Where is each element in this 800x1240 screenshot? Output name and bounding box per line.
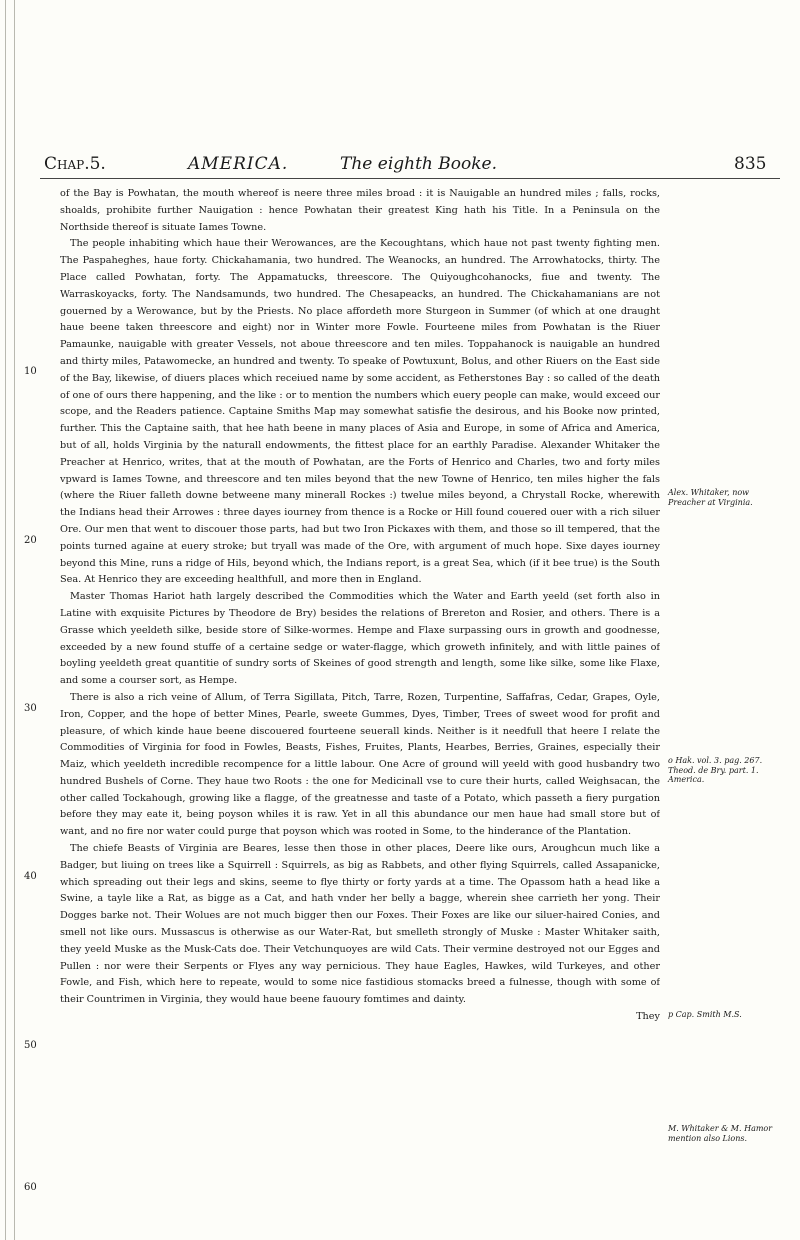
paragraph: There is also a rich veine of Allum, of Terra Sigillata, Pitch, Tarre, Rozen, Turpentine, Saffafras, Cedar, Grapes, Oyle, Iron, Copper, and the hope of better Mines, Pearle, sweete Gummes, Dyes, Timber, Trees of sweet wood for profit and pleasure, of which kinde haue beene discouered fourteene seuerall kinds. Neither is it needfull that heere I relate the Commodities of Virginia for food in Fowles, Beasts, Fishes, Fruites, Plants, Hearbes, Berries, Graines, especially their Maiz, which yeeldeth incredible recompence for a little labour. One Acre of ground will yeeld with good husbandry two hundred Bushels of Corne. They haue two Roots : the one for Medicinall vse to cure their hurts, called Weighsacan, the other called Tockahough, growing like a flagge, of the greatnesse and taste of a Potato, which passeth a fiery purgation before they may eate it, being poyson whiles it is raw. Yet in all this abundance our men haue had small store but of want, and no fire nor water could purge that poyson which was rooted in Some, to the hinderance of the Plantation. [60,691,660,838]
line-number: 20 [24,535,37,546]
running-header [40,150,780,179]
body-text [60,186,660,1226]
page-edge-line [5,0,6,1240]
header-chapter: Chap.5. [44,154,106,174]
header-title: AMERICA. [188,154,289,174]
marginal-note: p Cap. Smith M.S. [668,1010,742,1019]
marginal-note: o Hak. vol. 3. pag. 267. Theod. de Bry. part. 1. America. [668,756,763,784]
line-number: 30 [24,703,37,714]
line-number: 10 [24,366,37,377]
paragraph: of the Bay is Powhatan, the mouth whereof is neere three miles broad : it is Nauigable an hundred miles ; falls, rocks, shoalds, prohibite further Nauigation : hence Powhatan their greatest King hath his Title. In a Peninsula on the Northside thereof is situate Iames Towne. [60,188,660,233]
line-number: 40 [24,871,37,882]
paragraph: The people inhabiting which haue their Werowances, are the Kecoughtans, which haue not past twenty fighting men. The Paspaheghes, haue forty. Chickahamania, two hundred. The Weanocks, an hundred. The Arrowhatocks, thirty. The Place called Powhatan, forty. The Appamatucks, threescore. The Quiyoughcohanocks, fiue and twenty. The Warraskoyacks, forty. The Nandsamunds, two hundred. The Chesapeacks, an hundred. The Chickahamanians are not gouerned by a Werowance, but by the Priests. No place affordeth more Sturgeon in Summer (of which at one draught haue beene taken threescore and eight) nor in Winter more Fowle. Fourteene miles from Powhatan is the Riuer Pamaunke, nauigable with greater Vessels, not aboue threescore and ten miles. Toppahanock is nauigable an hundred and thirty miles, Patawomecke, an hundred and twenty. To speake of Powtuxunt, Bolus, and other Riuers on the East side of the Bay, likewise, of diuers places which receiued name by some accident, as Fetherstones Bay : so called of the death of one of ours there happening, and the like : or to mention the numbers which euery people can make, would exceed our scope, and the Readers patience. Captaine Smiths Map may somewhat satisfie the desirous, and his Booke now printed, further. This the Captaine saith, that hee hath beene in many places of Asia and Europe, in some of Africa and America, but of all, holds Virginia by the naturall endowments, the fittest place for an earthly Paradise. Alexander Whitaker the Preacher at Henrico, writes, that at the mouth of Powhatan, are the Forts of Henrico and Charles, two and forty miles vpward is Iames Towne, and threescore and ten miles beyond that the new Towne of Henrico, ten miles higher the fals (where the Riuer falleth downe betweene many minerall Rockes :) twelue miles beyond, a Chrystall Rocke, wherewith the Indians head their Arrowes : three dayes iourney from thence is a Rocke or Hill found couered ouer with a rich siluer Ore. Our men that went to discouer those parts, had but two Iron Pickaxes with them, and those so ill tempered, that the points turned againe at euery stroke; but tryall was made of the Ore, with argument of much hope. Sixe dayes iourney beyond this Mine, runs a ridge of Hils, beyond which, the Indians report, is a great Sea, which (if it bee true) is the South Sea. At Henrico they are exceeding healthfull, and more then in England. [60,238,660,586]
line-number: 50 [24,1040,37,1051]
header-book: The eighth Booke. [340,154,497,174]
paragraph: The chiefe Beasts of Virginia are Beares, lesse then those in other places, Deere like ours, Aroughcun much like a Badger, but liuing on trees like a Squirrell : Squirrels, as big as Rabbets, and other flying Squirrels, called Assapanicke, which spreading out their legs and skins, seeme to flye thirty or forty yards at a time. The Opassom hath a head like a Swine, a tayle like a Rat, as bigge as a Cat, and hath vnder her belly a bagge, wherein shee carrieth her yong. Their Dogges barke not. Their Wolues are not much bigger then our Foxes. Their Foxes are like our siluer-haired Conies, and smell not like ours. Mussascus is otherwise as our Water-Rat, but smelleth strongly of Muske : Master Whitaker saith, they yeeld Muske as the Musk-Cats doe. Their Vetchunquoyes are wild Cats. Their vermine destroyed not our Egges and Pullen : nor were their Serpents or Flyes any way pernicious. They haue Eagles, Hawkes, wild Turkeyes, and other Fowle, and Fish, which here to repeate, would to some nice fastidious stomacks breed a fulnesse, though with some of their Countrimen in Virginia, they would haue beene fauoury fomtimes and dainty. [60,843,660,1006]
marginal-note: M. Whitaker & M. Hamor mention also Lions. [668,1124,773,1143]
catchword: They [636,1011,660,1023]
line-number: 60 [24,1182,37,1193]
page-number: 835 [734,154,767,174]
marginal-note: Alex. Whitaker, now Preacher at Virginia. [668,488,753,507]
paragraph: Master Thomas Hariot hath largely described the Commodities which the Water and Earth yeeld (set forth also in Latine with exquisite Pictures by Theodore de Bry) besides the relations of Brereton and Rosier, and others. There is a Grasse which yeeldeth silke, beside store of Silke-wormes. Hempe and Flaxe surpassing ours in growth and goodnesse, exceeded by a new found stuffe of a certaine sedge or water-flagge, which groweth infinitely, and with little paines of boyling yeeldeth great quantitie of sundry sorts of Skeines of good strength and length, some like silke, some like Flaxe, and some a courser sort, as Hempe. [60,591,660,687]
page-edge-line [14,0,15,1240]
